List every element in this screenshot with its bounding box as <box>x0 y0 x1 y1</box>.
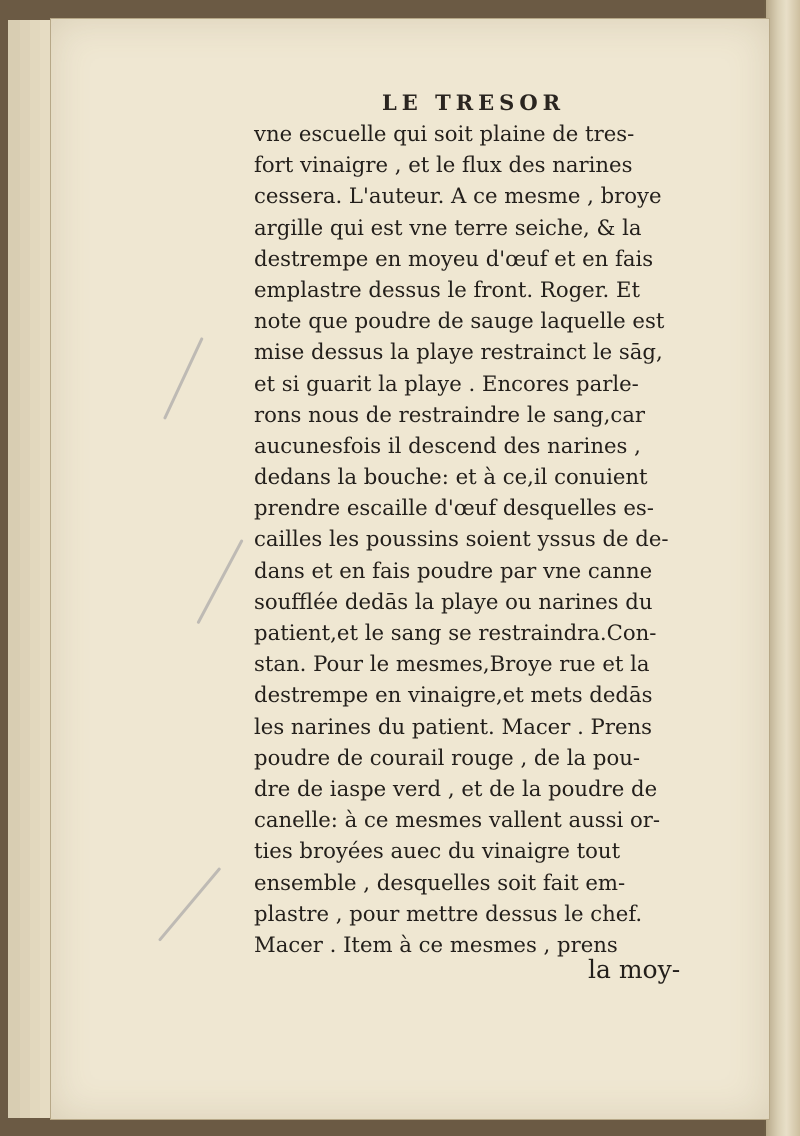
catchword: la moy- <box>588 955 681 984</box>
body-text <box>254 118 712 960</box>
text-line: plastre , pour mettre dessus le chef. <box>254 900 643 926</box>
text-line: poudre de courail rouge , de la pou- <box>254 744 641 770</box>
text-line: aucunesfois il descend des narines , <box>254 432 641 458</box>
text-line: prendre escaille d'œuf desquelles es- <box>254 495 654 521</box>
text-line: cessera. L'auteur. A ce mesme , broye <box>254 183 662 209</box>
text-line: les narines du patient. Macer . Prens <box>254 713 653 739</box>
text-line: argille qui est vne terre seiche, & la <box>254 214 642 240</box>
text-line: stan. Pour le mesmes,Broye rue et la <box>254 651 650 677</box>
pencil-mark <box>158 867 221 942</box>
text-line: Macer . Item à ce mesmes , prens <box>254 931 618 957</box>
text-line: mise dessus la playe restrainct le sāg, <box>254 339 663 365</box>
text-line: dedans la bouche: et à ce,il conuient <box>254 464 648 490</box>
text-line: cailles les poussins soient yssus de de- <box>254 526 669 552</box>
text-line: ties broyées auec du vinaigre tout <box>254 838 621 864</box>
text-line: fort vinaigre , et le flux des narines <box>254 152 633 178</box>
text-line: vne escuelle qui soit plaine de tres- <box>254 121 635 146</box>
text-line: dre de iaspe verd , et de la poudre de <box>254 775 658 801</box>
running-header: LE TRESOR <box>382 90 566 115</box>
text-line: destrempe en moyeu d'œuf et en fais <box>254 245 654 271</box>
pencil-mark <box>196 539 243 624</box>
text-line: dans et en fais poudre par vne canne <box>254 557 653 583</box>
text-line: destrempe en vinaigre,et mets dedās <box>254 682 653 708</box>
text-line: et si guarit la playe . Encores parle- <box>254 370 639 396</box>
pencil-mark <box>163 337 204 420</box>
text-line: emplastre dessus le front. Roger. Et <box>254 276 640 302</box>
text-line: canelle: à ce mesmes vallent aussi or- <box>254 807 661 833</box>
text-line: note que poudre de sauge laquelle est <box>254 308 665 334</box>
text-line: soufflée dedās la playe ou narines du <box>254 588 653 614</box>
text-line: patient,et le sang se restraindra.Con- <box>254 620 657 645</box>
text-line: ensemble , desquelles soit fait em- <box>254 869 626 895</box>
text-line: rons nous de restraindre le sang,car <box>254 401 645 427</box>
